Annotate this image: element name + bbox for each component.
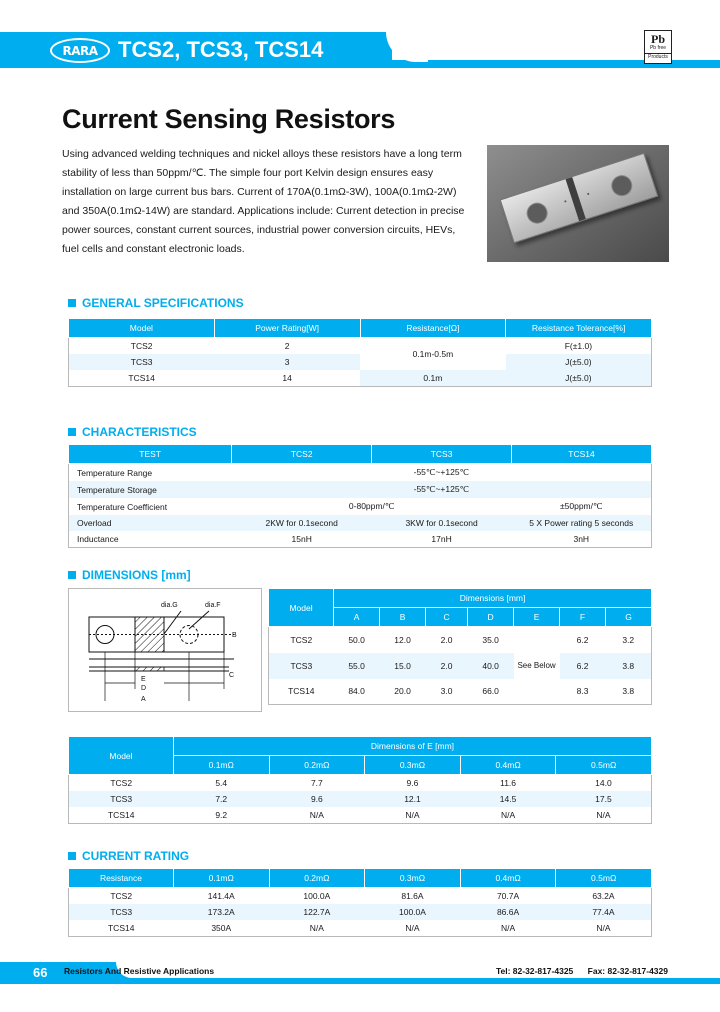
cell-current: 86.6A	[460, 904, 556, 920]
cell-current: 173.2A	[173, 904, 269, 920]
footer-fax: Fax: 82-32-817-4329	[587, 966, 668, 976]
cell-e-value: N/A	[309, 810, 324, 820]
cell-current: 100.0A	[365, 904, 461, 920]
cell-model: TCS2	[110, 891, 133, 901]
cell-tempco-tcs2-tcs3: 0-80ppm/℃	[348, 501, 395, 511]
table-row	[69, 338, 652, 355]
cell-e-value: 17.5	[556, 791, 652, 807]
column-header-resistance-tolerance: Resistance Tolerance[%]	[506, 319, 652, 338]
svg-text:D: D	[141, 685, 147, 692]
cell-model: TCS3	[269, 653, 334, 679]
cell-c: 2.0	[440, 634, 453, 645]
cell-power: 14	[282, 373, 292, 383]
table-row	[69, 370, 652, 387]
pb-products-label: Products	[645, 53, 671, 60]
table-header-row	[269, 589, 652, 608]
cell-overload-tcs3: 3KW for 0.1second	[372, 515, 512, 531]
general-specifications-table	[68, 318, 652, 387]
column-group-header-dimensions: Dimensions [mm]	[334, 589, 652, 608]
column-header-0p1mohm: 0.1mΩ	[173, 756, 269, 775]
column-header-0p3mohm: 0.3mΩ	[365, 869, 461, 888]
column-header-d: D	[468, 608, 514, 627]
cell-tolerance: F(±1.0)	[564, 341, 593, 351]
section-heading-current-rating	[68, 849, 189, 863]
column-header-b: B	[380, 608, 426, 627]
cell-e-value: 9.6	[406, 778, 419, 788]
cell-current: N/A	[500, 923, 516, 933]
cell-temperature-range: -55℃~+125℃	[413, 467, 470, 477]
current-rating-table	[68, 868, 652, 937]
section-title-text: CHARACTERISTICS	[82, 425, 197, 439]
cell-tolerance: J(±5.0)	[506, 370, 652, 387]
cell-e-see-below: See Below	[517, 661, 556, 670]
table-row	[69, 791, 652, 807]
cell-current: N/A	[405, 923, 420, 933]
cell-temperature-storage: -55℃~+125℃	[232, 481, 652, 498]
cell-model: TCS3	[69, 904, 174, 920]
cell-e-value: 7.2	[173, 791, 269, 807]
cell-e-value: 7.7	[310, 778, 323, 788]
section-title-text: CURRENT RATING	[82, 849, 190, 863]
cell-e-value: 11.6	[500, 778, 517, 788]
table-row	[69, 515, 652, 531]
column-header-0p5mohm: 0.5mΩ	[556, 869, 652, 888]
cell-model: TCS3	[69, 354, 215, 370]
column-header-tcs14: TCS14	[512, 445, 652, 464]
page-header	[0, 32, 720, 68]
svg-text:E: E	[141, 676, 146, 683]
cell-resistance: 0.1m-0.5m	[412, 349, 454, 359]
column-header-0p4mohm: 0.4mΩ	[460, 756, 556, 775]
footer-contact	[484, 966, 668, 976]
column-header-tcs3: TCS3	[372, 445, 512, 464]
bullet-square-icon	[68, 571, 76, 579]
table-header-row	[69, 737, 652, 756]
cell-current: N/A	[309, 923, 324, 933]
column-header-0p2mohm: 0.2mΩ	[269, 869, 365, 888]
pb-free-label: Pb free	[649, 45, 667, 51]
column-group-header-dimensions-of-e: Dimensions of E [mm]	[173, 737, 651, 756]
table-header-row	[69, 869, 652, 888]
page-title: Current Sensing Resistors	[62, 104, 396, 134]
cell-e-value: 14.0	[595, 778, 612, 788]
column-header-g: G	[606, 608, 652, 627]
dimensions-table	[268, 588, 652, 705]
cell-d: 35.0	[482, 634, 499, 645]
cell-inductance-tcs14: 3nH	[573, 534, 590, 544]
cell-e-value: N/A	[500, 810, 516, 820]
table-row	[69, 920, 652, 937]
cell-b: 12.0	[394, 634, 411, 645]
cell-model: TCS2	[130, 341, 153, 351]
cell-b: 20.0	[394, 686, 411, 697]
characteristics-table	[68, 444, 652, 548]
cell-current: 100.0A	[303, 891, 331, 901]
cell-power: 2	[284, 341, 290, 351]
table-row	[69, 531, 652, 548]
cell-b: 15.0	[380, 653, 426, 679]
cell-test-name: Temperature Range	[77, 467, 153, 478]
cell-f: 6.2	[560, 653, 606, 679]
cell-g: 3.8	[622, 686, 635, 697]
header-title: TCS2, TCS3, TCS14	[118, 37, 324, 62]
cell-c: 2.0	[426, 653, 468, 679]
intro-paragraph: Using advanced welding techniques and nickel alloys these resistors have a long term stability of less than 50ppm/℃. The simple four port Kelvin design ensures easy installation on large current bus bars. Current of 170A(0.1mΩ-3W), 100A(0.1mΩ-2W) and 350A(0.1mΩ-14W) are standard. Applications include: Current detection in precise power sources, constant current sources, industrial power conversion circuits, HEVs, fuel cells and constant electronic loads.	[62, 148, 465, 255]
cell-a: 50.0	[348, 634, 365, 645]
table-header-row	[69, 319, 652, 338]
column-header-0p5mohm: 0.5mΩ	[556, 756, 652, 775]
cell-resistance: 0.1m	[360, 370, 506, 387]
bullet-square-icon	[68, 299, 76, 307]
cell-d: 40.0	[468, 653, 514, 679]
table-row	[269, 679, 652, 705]
table-row	[69, 498, 652, 515]
section-title-text: DIMENSIONS [mm]	[82, 568, 191, 582]
cell-e-value: 14.5	[460, 791, 556, 807]
cell-test-name: Temperature Storage	[69, 481, 232, 498]
cell-f: 8.3	[576, 686, 589, 697]
cell-current: 77.4A	[556, 904, 652, 920]
table-row	[69, 481, 652, 498]
footer-tel: Tel: 82-32-817-4325	[495, 966, 574, 976]
cell-inductance-tcs2: 15nH	[291, 534, 312, 544]
cell-current: 70.7A	[496, 891, 520, 901]
column-header-model: Model	[269, 589, 334, 627]
table-row	[69, 775, 652, 792]
table-row	[69, 904, 652, 920]
cell-a: 84.0	[348, 686, 365, 697]
table-row	[69, 888, 652, 905]
cell-inductance-tcs3: 17nH	[431, 534, 452, 544]
svg-text:C: C	[229, 672, 235, 679]
table-header-row	[69, 445, 652, 464]
kelvin-terminal-dot	[564, 200, 567, 203]
cell-model: TCS14	[107, 810, 135, 820]
busbar-resistor-illustration	[500, 153, 659, 244]
cell-model: TCS14	[128, 373, 155, 383]
column-header-0p1mohm: 0.1mΩ	[173, 869, 269, 888]
section-heading-general-specifications	[68, 296, 244, 310]
svg-text:B: B	[232, 632, 237, 639]
svg-text:dia.G: dia.G	[161, 602, 178, 609]
cell-current: N/A	[596, 923, 611, 933]
page-number: 66	[33, 965, 48, 980]
cell-e-value: 5.4	[215, 778, 228, 788]
column-header-resistance: Resistance[Ω]	[360, 319, 506, 338]
table-row	[69, 807, 652, 824]
column-header-f: F	[560, 608, 606, 627]
cell-d: 66.0	[482, 686, 499, 697]
table-row	[269, 627, 652, 653]
svg-text:dia.F: dia.F	[205, 602, 221, 609]
cell-current: 141.4A	[207, 891, 235, 901]
cell-e-value: 9.6	[269, 791, 365, 807]
mounting-hole-left-icon	[524, 200, 550, 226]
dimensions-of-e-table	[68, 736, 652, 824]
company-logo	[50, 38, 110, 63]
cell-test-name: Temperature Coefficient	[77, 501, 168, 512]
dimension-drawing	[68, 588, 262, 712]
cell-test-name: Inductance	[77, 534, 119, 544]
cell-overload-tcs14: 5 X Power rating 5 seconds	[512, 515, 652, 531]
cell-e-value: 12.1	[365, 791, 461, 807]
mounting-hole-right-icon	[609, 172, 635, 198]
header-notch	[386, 32, 428, 62]
cell-current: 350A	[211, 923, 232, 933]
dimension-drawing-svg	[69, 589, 259, 709]
table-row	[69, 464, 652, 482]
cell-g: 3.8	[606, 653, 652, 679]
cell-e-value: 9.2	[215, 810, 228, 820]
cell-test-name: Overload	[69, 515, 232, 531]
column-header-0p4mohm: 0.4mΩ	[460, 869, 556, 888]
bullet-square-icon	[68, 428, 76, 436]
column-header-e: E	[514, 608, 560, 627]
column-header-model: Model	[69, 737, 174, 775]
table-row	[269, 653, 652, 679]
column-header-0p2mohm: 0.2mΩ	[269, 756, 365, 775]
column-header-a: A	[334, 608, 380, 627]
column-header-model: Model	[69, 319, 215, 338]
section-heading-dimensions	[68, 568, 191, 582]
pb-free-icon	[644, 30, 672, 64]
cell-model: TCS2	[290, 634, 313, 645]
section-heading-characteristics	[68, 425, 197, 439]
section-title-text: GENERAL SPECIFICATIONS	[82, 296, 244, 310]
weld-joint	[566, 177, 586, 221]
column-header-power-rating: Power Rating[W]	[214, 319, 360, 338]
product-photo	[487, 145, 669, 262]
cell-c: 3.0	[440, 686, 453, 697]
cell-tolerance: J(±5.0)	[506, 354, 652, 370]
pb-symbol: Pb	[650, 32, 665, 46]
cell-tempco-tcs14: ±50ppm/℃	[559, 501, 603, 511]
svg-text:A: A	[141, 696, 146, 703]
column-header-resistance: Resistance	[69, 869, 174, 888]
bullet-square-icon	[68, 852, 76, 860]
cell-model: TCS14	[107, 923, 135, 933]
cell-e-value: N/A	[405, 810, 420, 820]
footer-label: Resistors And Resistive Applications	[64, 966, 215, 976]
kelvin-terminal-dot	[587, 193, 590, 196]
cell-current: 81.6A	[401, 891, 424, 901]
cell-f: 6.2	[576, 634, 589, 645]
column-header-test: TEST	[69, 445, 232, 464]
cell-model: TCS3	[69, 791, 174, 807]
cell-current: 122.7A	[269, 904, 365, 920]
column-header-c: C	[426, 608, 468, 627]
cell-model: TCS14	[288, 686, 315, 697]
cell-e-value: N/A	[596, 810, 611, 820]
logo-text: RARA	[62, 43, 98, 58]
cell-a: 55.0	[334, 653, 380, 679]
cell-g: 3.2	[622, 634, 635, 645]
cell-model: TCS2	[110, 778, 133, 788]
cell-power: 3	[214, 354, 360, 370]
column-header-tcs2: TCS2	[232, 445, 372, 464]
cell-current: 63.2A	[592, 891, 615, 901]
cell-overload-tcs2: 2KW for 0.1second	[232, 515, 372, 531]
column-header-0p3mohm: 0.3mΩ	[365, 756, 461, 775]
